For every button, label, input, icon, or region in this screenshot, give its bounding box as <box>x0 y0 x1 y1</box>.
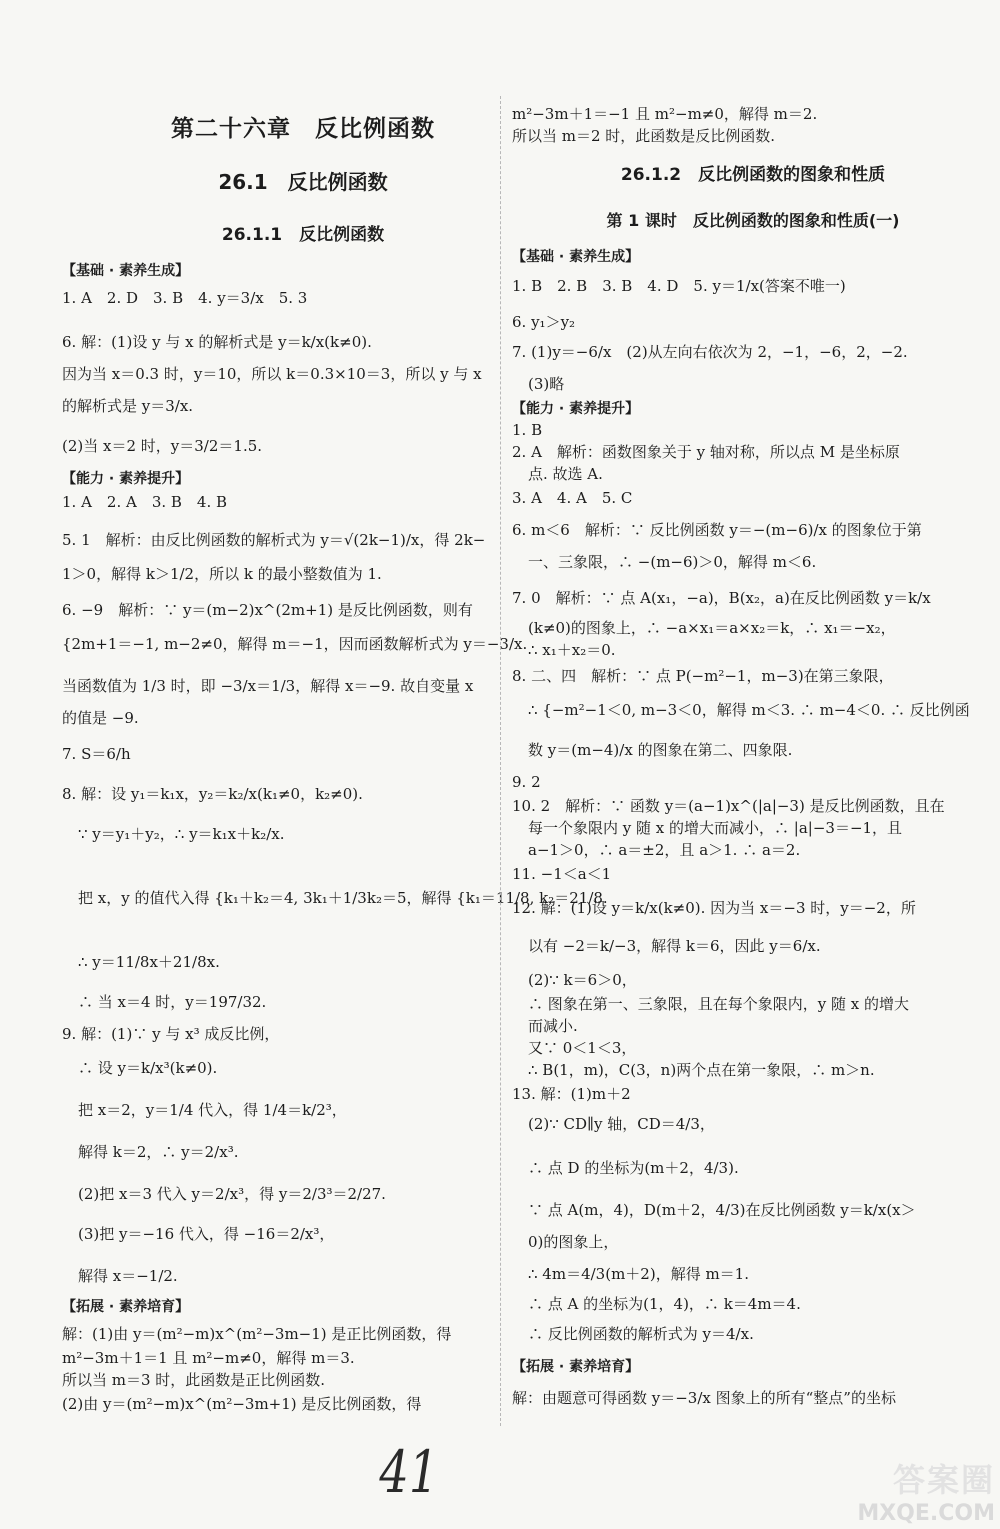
answer-line: ∴ 点 A 的坐标为(1，4)，∴ k＝4m＝4. <box>528 1295 801 1313</box>
section-title: 26.1.2 反比例函数的图象和性质 <box>620 165 886 185</box>
answer-line: 1. A 2. A 3. B 4. B <box>62 493 228 511</box>
answer-line: 2. A 解析：函数图象关于 y 轴对称，所以点 M 是坐标原 <box>512 443 900 461</box>
answer-line: 7. S＝6/h <box>62 745 131 763</box>
answer-line: (3)略 <box>528 375 565 393</box>
answer-line: 解得 x＝−1/2. <box>78 1267 178 1285</box>
subsection-title: 26.1.1 反比例函数 <box>221 225 385 245</box>
answer-line: 1. B 2. B 3. B 4. D 5. y＝1/x(答案不唯一) <box>512 277 846 295</box>
answer-line: 解：(1)由 y＝(m²−m)x^(m²−3m−1) 是正比例函数，得 <box>62 1325 452 1343</box>
answer-line: ∵ y＝y₁＋y₂，∴ y＝k₁x＋k₂/x. <box>78 825 285 843</box>
answer-line: 解：由题意可得函数 y＝−3/x 图象上的所有“整点”的坐标 <box>512 1389 896 1407</box>
answer-line: 6. 解：(1)设 y 与 x 的解析式是 y＝k/x(k≠0). <box>62 333 372 351</box>
answer-line: m²−3m＋1＝1 且 m²−m≠0，解得 m＝3. <box>62 1349 355 1367</box>
answer-line: ∴ B(1，m)，C(3，n)两个点在第一象限，∴ m＞n. <box>528 1061 875 1079</box>
answer-line: 11. −1＜a＜1 <box>512 865 612 883</box>
answer-line: ∴ 点 D 的坐标为(m＋2，4/3). <box>528 1159 739 1177</box>
answer-line: ∴ 设 y＝k/x³(k≠0). <box>78 1059 218 1077</box>
lesson-title: 第 1 课时 反比例函数的图象和性质(一) <box>606 211 900 230</box>
answer-line: ∴ x₁＋x₂＝0. <box>528 641 616 659</box>
answer-line: 数 y＝(m−4)/x 的图象在第二、四象限. <box>528 741 793 759</box>
answer-line: (2)由 y＝(m²−m)x^(m²−3m+1) 是反比例函数，得 <box>62 1395 422 1413</box>
answer-line: 8. 二、四 解析：∵ 点 P(−m²−1，m−3)在第三象限， <box>512 667 894 685</box>
answer-line: 以有 −2＝k/−3，解得 k＝6，因此 y＝6/x. <box>528 937 821 955</box>
answer-line: 解得 k＝2，∴ y＝2/x³. <box>78 1143 239 1161</box>
site-watermark <box>855 1455 995 1526</box>
answer-line: 的解析式是 y＝3/x. <box>62 397 194 415</box>
answer-line: 6. −9 解析：∵ y＝(m−2)x^(2m+1) 是反比例函数，则有 <box>62 601 473 619</box>
section-title: 26.1 反比例函数 <box>218 170 388 194</box>
answer-line: ∴ 4m＝4/3(m＋2)，解得 m＝1. <box>528 1265 749 1283</box>
answer-line: 8. 解：设 y₁＝k₁x，y₂＝k₂/x(k₁≠0，k₂≠0). <box>62 785 363 803</box>
answer-line: 因为当 x＝0.3 时，y＝10，所以 k＝0.3×10＝3，所以 y 与 x <box>62 365 482 383</box>
watermark-en: MXQE.COM <box>857 1501 995 1526</box>
answer-line: 的值是 −9. <box>62 709 139 727</box>
answer-line: ∴ 当 x＝4 时，y＝197/32. <box>78 993 267 1011</box>
answer-line: (2)把 x＝3 代入 y＝2/x³，得 y＝2/3³＝2/27. <box>78 1185 386 1203</box>
answer-line: 13. 解：(1)m＋2 <box>512 1085 631 1103</box>
answer-line: 1. A 2. D 3. B 4. y＝3/x 5. 3 <box>62 289 308 307</box>
answer-line: m²−3m＋1＝−1 且 m²−m≠0，解得 m＝2. <box>512 105 818 123</box>
answer-line: 6. y₁＞y₂ <box>512 313 576 331</box>
answer-line: 又∵ 0＜1＜3， <box>528 1039 637 1057</box>
answer-line: 而减小. <box>528 1017 578 1035</box>
section-tag-extend: 【拓展 · 素养培育】 <box>512 1359 640 1375</box>
answer-line: 7. 0 解析：∵ 点 A(x₁，−a)，B(x₂，a)在反比例函数 y＝k/x <box>512 589 931 607</box>
watermark-cn: 答案圈 <box>892 1461 995 1499</box>
answer-line: 5. 1 解析：由反比例函数的解析式为 y＝√(2k−1)/x，得 2k− <box>62 531 486 549</box>
section-tag-extend: 【拓展 · 素养培育】 <box>62 1299 190 1315</box>
answer-line: 1＞0，解得 k＞1/2，所以 k 的最小整数值为 1. <box>62 565 382 583</box>
column-divider <box>500 96 501 1426</box>
answer-line: 每一个象限内 y 随 x 的增大而减小，∴ |a|−3＝−1，且 <box>528 819 903 837</box>
answer-line: 1. B <box>512 421 543 439</box>
answer-line: 把 x＝2，y＝1/4 代入，得 1/4＝k/2³， <box>78 1101 347 1119</box>
answer-line: 9. 解：(1)∵ y 与 x³ 成反比例， <box>62 1025 280 1043</box>
answer-line: 点. 故选 A. <box>528 465 603 483</box>
answer-line: ∵ 点 A(m，4)，D(m＋2，4/3)在反比例函数 y＝k/x(x＞ <box>528 1201 916 1219</box>
answer-line: 所以当 m＝2 时，此函数是反比例函数. <box>512 127 776 145</box>
chapter-title: 第二十六章 反比例函数 <box>171 116 435 142</box>
answer-line: 3. A 4. A 5. C <box>512 489 633 507</box>
answer-line: 一、三象限，∴ −(m−6)＞0，解得 m＜6. <box>528 553 817 571</box>
section-tag-basic: 【基础 · 素养生成】 <box>512 249 640 265</box>
answer-line: 9. 2 <box>512 773 541 791</box>
answer-line: 把 x，y 的值代入得 {k₁＋k₂＝4, 3k₁＋1/3k₂＝5，解得 {k₁＝11/8, k₂＝21/8. <box>78 889 608 907</box>
answer-line: (3)把 y＝−16 代入，得 −16＝2/x³， <box>78 1225 335 1243</box>
answer-line: (2)∵ k＝6＞0， <box>528 971 637 989</box>
answer-line: (2)∵ CD∥y 轴，CD＝4/3， <box>528 1115 715 1133</box>
answer-line: {2m+1＝−1, m−2≠0，解得 m＝−1，因而函数解析式为 y＝−3/x. <box>62 635 528 653</box>
answer-line: 所以当 m＝3 时，此函数是正比例函数. <box>62 1371 326 1389</box>
answer-line: a−1＞0，∴ a＝±2，且 a＞1. ∴ a＝2. <box>528 841 801 859</box>
section-tag-ability: 【能力 · 素养提升】 <box>512 401 640 417</box>
answer-line: 10. 2 解析：∵ 函数 y＝(a−1)x^(|a|−3) 是反比例函数，且在 <box>512 797 945 815</box>
answer-line: (2)当 x＝2 时，y＝3/2＝1.5. <box>62 437 263 455</box>
section-tag-basic: 【基础 · 素养生成】 <box>62 263 190 279</box>
answer-line: ∴ {−m²−1＜0, m−3＜0，解得 m＜3. ∴ m−4＜0. ∴ 反比例函 <box>528 701 970 719</box>
answer-line: 12. 解：(1)设 y＝k/x(k≠0). 因为当 x＝−3 时，y＝−2，所 <box>512 899 916 917</box>
section-tag-ability: 【能力 · 素养提升】 <box>62 471 190 487</box>
answer-line: 当函数值为 1/3 时，即 −3/x＝1/3，解得 x＝−9. 故自变量 x <box>62 677 474 695</box>
answer-line: 0)的图象上， <box>528 1233 619 1251</box>
answer-line: ∴ 反比例函数的解析式为 y＝4/x. <box>528 1325 754 1343</box>
answer-line: 7. (1)y＝−6/x (2)从左向右依次为 2，−1，−6，2，−2. <box>512 343 908 361</box>
answer-line: ∴ 图象在第一、三象限，且在每个象限内，y 随 x 的增大 <box>528 995 910 1013</box>
answer-line: (k≠0)的图象上，∴ −a×x₁＝a×x₂＝k，∴ x₁＝−x₂， <box>528 619 896 637</box>
handwritten-page-number: 41 <box>379 1438 439 1506</box>
answer-line: 6. m＜6 解析：∵ 反比例函数 y＝−(m−6)/x 的图象位于第 <box>512 521 922 539</box>
answer-line: ∴ y＝11/8x＋21/8x. <box>78 953 220 971</box>
